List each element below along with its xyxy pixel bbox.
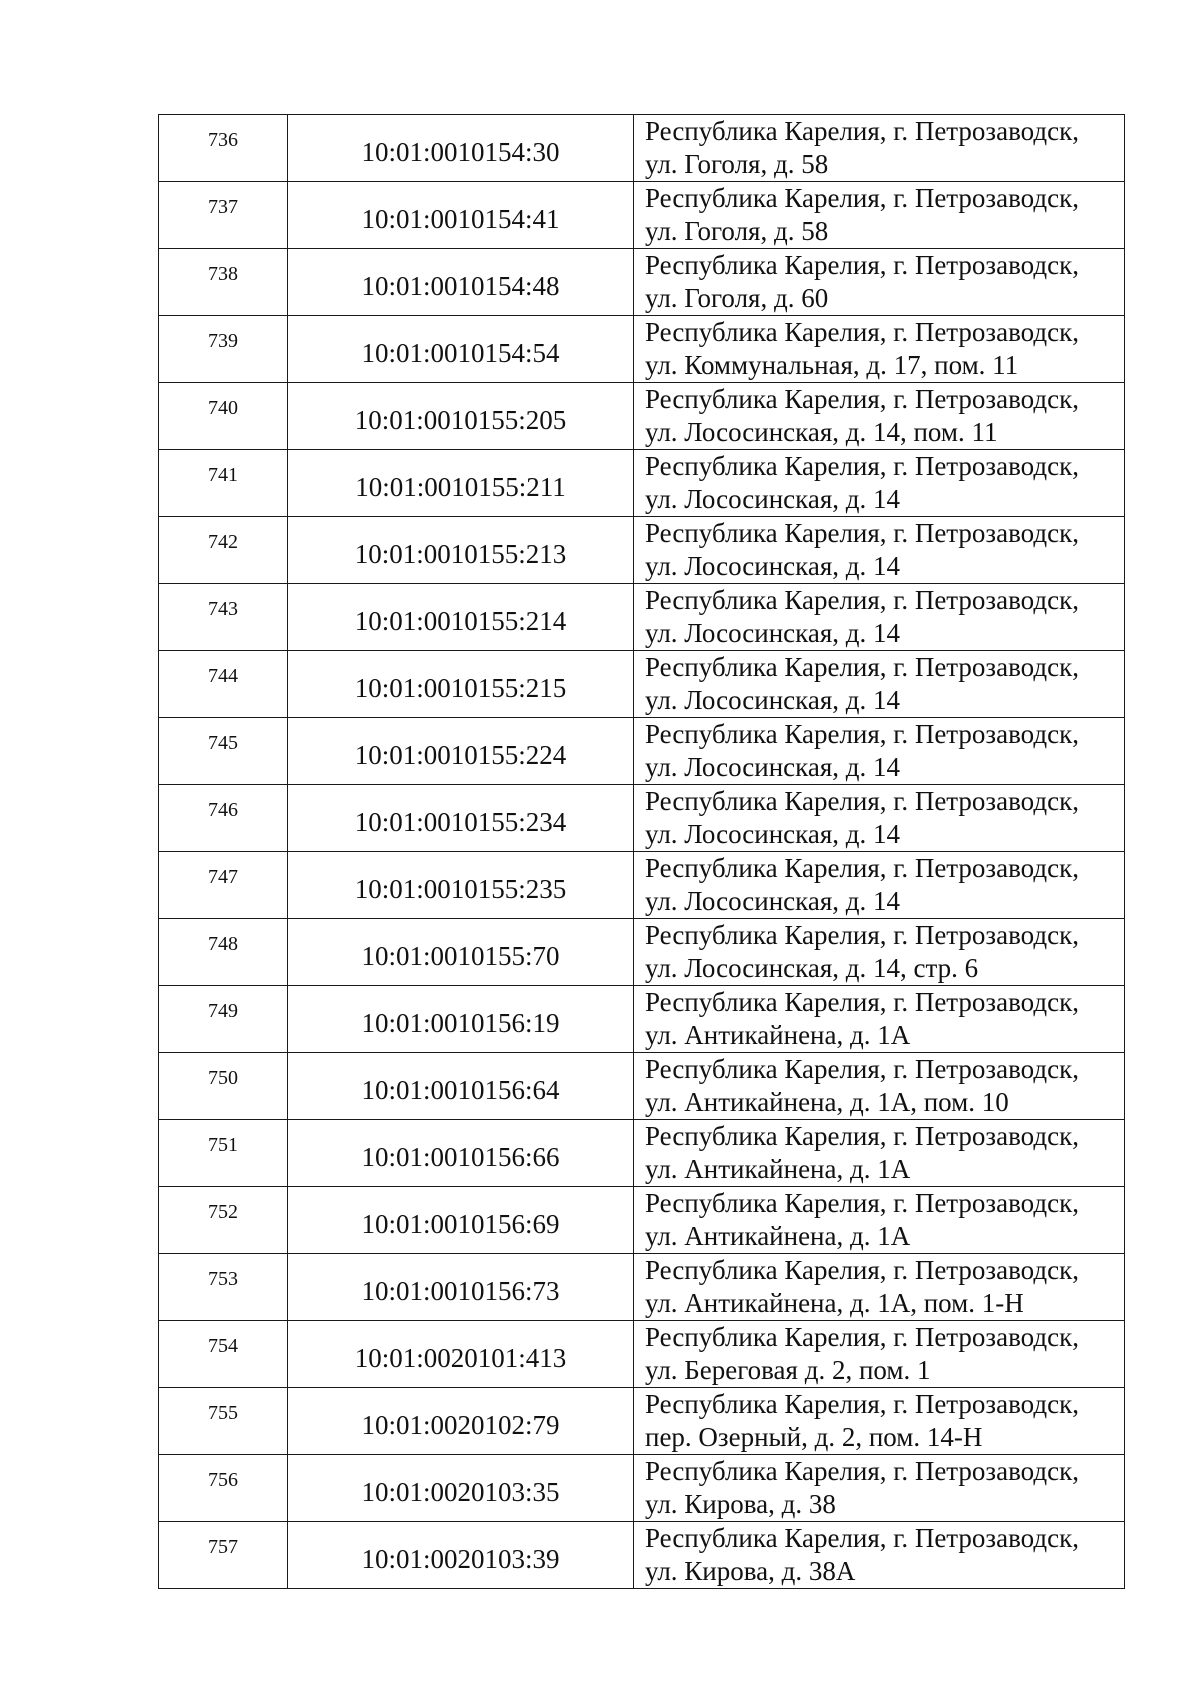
address-cell bbox=[634, 450, 1125, 517]
table-row bbox=[159, 852, 1125, 919]
address-cell bbox=[634, 1053, 1125, 1120]
address-cell bbox=[634, 986, 1125, 1053]
row-number-cell: 744 bbox=[159, 651, 288, 718]
address-line-region: Республика Карелия, г. Петрозаводск, bbox=[645, 1456, 1079, 1486]
address-line-region: Республика Карелия, г. Петрозаводск, bbox=[645, 384, 1079, 414]
address-cell bbox=[634, 1254, 1125, 1321]
cadastral-number-cell: 10:01:0010154:41 bbox=[288, 182, 634, 249]
address-line-region: Республика Карелия, г. Петрозаводск, bbox=[645, 652, 1079, 682]
address-line-region: Республика Карелия, г. Петрозаводск, bbox=[645, 987, 1079, 1017]
row-number-cell: 756 bbox=[159, 1455, 288, 1522]
address-line-region: Республика Карелия, г. Петрозаводск, bbox=[645, 317, 1079, 347]
address-line-region: Республика Карелия, г. Петрозаводск, bbox=[645, 1121, 1079, 1151]
cadastral-number-cell: 10:01:0010155:215 bbox=[288, 651, 634, 718]
table-row bbox=[159, 1120, 1125, 1187]
cadastral-number-cell: 10:01:0020101:413 bbox=[288, 1321, 634, 1388]
row-number-cell: 750 bbox=[159, 1053, 288, 1120]
table-row bbox=[159, 785, 1125, 852]
address-line-street: ул. Лососинская, д. 14 bbox=[645, 819, 900, 849]
address-line-region: Республика Карелия, г. Петрозаводск, bbox=[645, 585, 1079, 615]
cadastral-number-cell: 10:01:0010155:234 bbox=[288, 785, 634, 852]
row-number-cell: 757 bbox=[159, 1522, 288, 1589]
registry-table-body bbox=[159, 115, 1125, 1589]
row-number-cell: 742 bbox=[159, 517, 288, 584]
row-number-cell: 737 bbox=[159, 182, 288, 249]
address-cell bbox=[634, 651, 1125, 718]
table-row bbox=[159, 651, 1125, 718]
address-cell bbox=[634, 316, 1125, 383]
cadastral-number-cell: 10:01:0010155:205 bbox=[288, 383, 634, 450]
address-line-region: Республика Карелия, г. Петрозаводск, bbox=[645, 1188, 1079, 1218]
cadastral-number-cell: 10:01:0010155:224 bbox=[288, 718, 634, 785]
address-line-region: Республика Карелия, г. Петрозаводск, bbox=[645, 786, 1079, 816]
address-line-street: ул. Антикайнена, д. 1А bbox=[645, 1221, 911, 1251]
address-line-street: ул. Антикайнена, д. 1А bbox=[645, 1020, 911, 1050]
address-line-region: Республика Карелия, г. Петрозаводск, bbox=[645, 853, 1079, 883]
address-line-region: Республика Карелия, г. Петрозаводск, bbox=[645, 920, 1079, 950]
row-number-cell: 749 bbox=[159, 986, 288, 1053]
cadastral-number-cell: 10:01:0010156:66 bbox=[288, 1120, 634, 1187]
table-row bbox=[159, 182, 1125, 249]
row-number-cell: 743 bbox=[159, 584, 288, 651]
table-row bbox=[159, 1187, 1125, 1254]
row-number-cell: 754 bbox=[159, 1321, 288, 1388]
table-row bbox=[159, 115, 1125, 182]
cadastral-number-cell: 10:01:0010154:48 bbox=[288, 249, 634, 316]
table-row bbox=[159, 1388, 1125, 1455]
address-line-street: ул. Гоголя, д. 58 bbox=[645, 216, 829, 246]
row-number-cell: 738 bbox=[159, 249, 288, 316]
row-number-cell: 747 bbox=[159, 852, 288, 919]
cadastral-number-cell: 10:01:0010156:73 bbox=[288, 1254, 634, 1321]
address-line-street: ул. Береговая д. 2, пом. 1 bbox=[645, 1355, 931, 1385]
table-row bbox=[159, 718, 1125, 785]
row-number-cell: 739 bbox=[159, 316, 288, 383]
address-cell bbox=[634, 1388, 1125, 1455]
row-number-cell: 751 bbox=[159, 1120, 288, 1187]
address-cell bbox=[634, 1522, 1125, 1589]
address-cell bbox=[634, 115, 1125, 182]
address-line-region: Республика Карелия, г. Петрозаводск, bbox=[645, 1523, 1079, 1553]
address-line-region: Республика Карелия, г. Петрозаводск, bbox=[645, 451, 1079, 481]
address-line-region: Республика Карелия, г. Петрозаводск, bbox=[645, 1322, 1079, 1352]
cadastral-number-cell: 10:01:0010154:54 bbox=[288, 316, 634, 383]
address-cell bbox=[634, 1455, 1125, 1522]
table-row bbox=[159, 450, 1125, 517]
address-line-region: Республика Карелия, г. Петрозаводск, bbox=[645, 719, 1079, 749]
address-line-street: пер. Озерный, д. 2, пом. 14-Н bbox=[645, 1422, 983, 1452]
table-row bbox=[159, 1321, 1125, 1388]
table-row bbox=[159, 1455, 1125, 1522]
cadastral-number-cell: 10:01:0010156:19 bbox=[288, 986, 634, 1053]
address-line-street: ул. Кирова, д. 38 bbox=[645, 1489, 836, 1519]
address-cell bbox=[634, 919, 1125, 986]
row-number-cell: 736 bbox=[159, 115, 288, 182]
address-cell bbox=[634, 718, 1125, 785]
cadastral-number-cell: 10:01:0010155:213 bbox=[288, 517, 634, 584]
table-row bbox=[159, 584, 1125, 651]
table-row bbox=[159, 383, 1125, 450]
row-number-cell: 740 bbox=[159, 383, 288, 450]
address-line-region: Республика Карелия, г. Петрозаводск, bbox=[645, 116, 1079, 146]
address-line-street: ул. Лососинская, д. 14 bbox=[645, 484, 900, 514]
row-number-cell: 741 bbox=[159, 450, 288, 517]
address-cell bbox=[634, 383, 1125, 450]
cadastral-number-cell: 10:01:0010155:214 bbox=[288, 584, 634, 651]
address-line-region: Республика Карелия, г. Петрозаводск, bbox=[645, 183, 1079, 213]
address-line-street: ул. Гоголя, д. 60 bbox=[645, 283, 829, 313]
table-row bbox=[159, 1522, 1125, 1589]
address-line-street: ул. Лососинская, д. 14, пом. 11 bbox=[645, 417, 998, 447]
address-line-street: ул. Коммунальная, д. 17, пом. 11 bbox=[645, 350, 1019, 380]
address-line-region: Республика Карелия, г. Петрозаводск, bbox=[645, 1054, 1079, 1084]
table-row bbox=[159, 517, 1125, 584]
address-line-street: ул. Антикайнена, д. 1А, пом. 10 bbox=[645, 1087, 1009, 1117]
table-row bbox=[159, 249, 1125, 316]
row-number-cell: 752 bbox=[159, 1187, 288, 1254]
address-line-street: ул. Лососинская, д. 14 bbox=[645, 886, 900, 916]
cadastral-number-cell: 10:01:0010156:64 bbox=[288, 1053, 634, 1120]
address-line-street: ул. Лососинская, д. 14 bbox=[645, 685, 900, 715]
address-line-region: Республика Карелия, г. Петрозаводск, bbox=[645, 518, 1079, 548]
cadastral-number-cell: 10:01:0010155:211 bbox=[288, 450, 634, 517]
address-cell bbox=[634, 1187, 1125, 1254]
cadastral-number-cell: 10:01:0020102:79 bbox=[288, 1388, 634, 1455]
address-line-street: ул. Антикайнена, д. 1А bbox=[645, 1154, 911, 1184]
address-cell bbox=[634, 852, 1125, 919]
property-registry-table bbox=[158, 114, 1125, 1589]
address-cell bbox=[634, 785, 1125, 852]
row-number-cell: 753 bbox=[159, 1254, 288, 1321]
cadastral-number-cell: 10:01:0010155:235 bbox=[288, 852, 634, 919]
row-number-cell: 746 bbox=[159, 785, 288, 852]
address-cell bbox=[634, 584, 1125, 651]
address-cell bbox=[634, 517, 1125, 584]
address-cell bbox=[634, 249, 1125, 316]
cadastral-number-cell: 10:01:0010154:30 bbox=[288, 115, 634, 182]
table-row bbox=[159, 919, 1125, 986]
table-row bbox=[159, 1053, 1125, 1120]
table-row bbox=[159, 316, 1125, 383]
row-number-cell: 755 bbox=[159, 1388, 288, 1455]
row-number-cell: 745 bbox=[159, 718, 288, 785]
cadastral-number-cell: 10:01:0020103:39 bbox=[288, 1522, 634, 1589]
address-line-region: Республика Карелия, г. Петрозаводск, bbox=[645, 1255, 1079, 1285]
address-line-street: ул. Гоголя, д. 58 bbox=[645, 149, 829, 179]
address-line-region: Республика Карелия, г. Петрозаводск, bbox=[645, 250, 1079, 280]
address-line-street: ул. Лососинская, д. 14 bbox=[645, 551, 900, 581]
table-row bbox=[159, 986, 1125, 1053]
address-cell bbox=[634, 1321, 1125, 1388]
address-line-region: Республика Карелия, г. Петрозаводск, bbox=[645, 1389, 1079, 1419]
address-cell bbox=[634, 182, 1125, 249]
address-line-street: ул. Лососинская, д. 14, стр. 6 bbox=[645, 953, 979, 983]
address-line-street: ул. Кирова, д. 38А bbox=[645, 1556, 856, 1586]
row-number-cell: 748 bbox=[159, 919, 288, 986]
cadastral-number-cell: 10:01:0010155:70 bbox=[288, 919, 634, 986]
table-row bbox=[159, 1254, 1125, 1321]
address-line-street: ул. Лососинская, д. 14 bbox=[645, 752, 900, 782]
cadastral-number-cell: 10:01:0020103:35 bbox=[288, 1455, 634, 1522]
address-line-street: ул. Антикайнена, д. 1А, пом. 1-Н bbox=[645, 1288, 1024, 1318]
address-line-street: ул. Лососинская, д. 14 bbox=[645, 618, 900, 648]
cadastral-number-cell: 10:01:0010156:69 bbox=[288, 1187, 634, 1254]
address-cell bbox=[634, 1120, 1125, 1187]
